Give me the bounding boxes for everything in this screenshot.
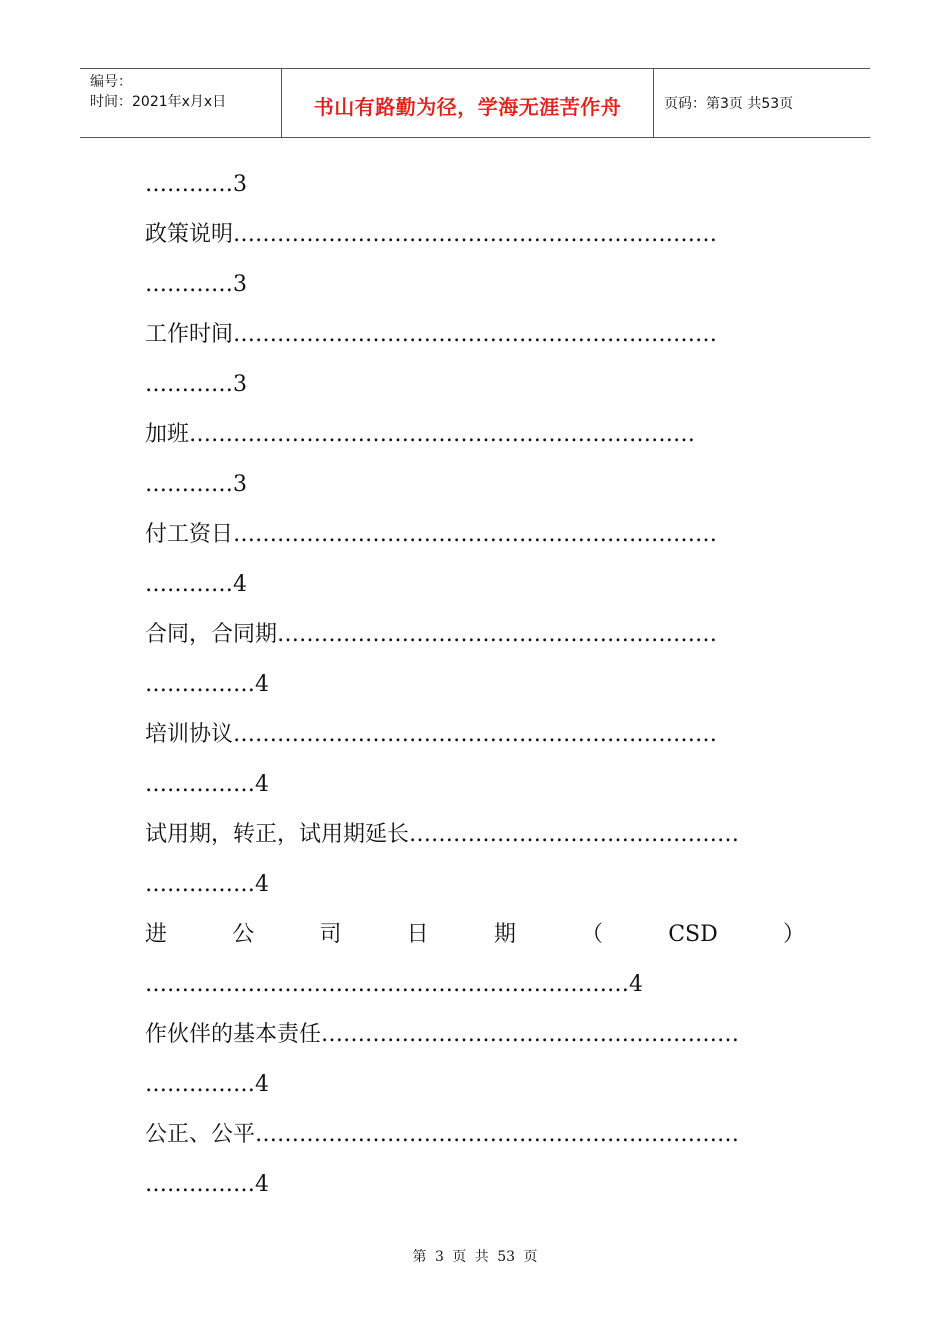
toc-entry: 政策说明…………………………………………………………: [145, 222, 718, 247]
header-page-info: 页码：第3页 共53页: [664, 96, 794, 112]
toc-spread-char: 日: [406, 922, 429, 947]
document-time-label: 时间：2021年x月x日: [90, 94, 227, 110]
toc-spread-char: 进: [145, 922, 168, 947]
page-header: [80, 68, 870, 138]
toc-entry: 公正、公平…………………………………………………………: [145, 1122, 740, 1147]
toc-entry: ……………4: [145, 672, 269, 697]
toc-entry: 合同，合同期……………………………………………………: [145, 622, 718, 647]
page-footer: 第 3 页 共 53 页: [412, 1249, 538, 1265]
toc-spread-char: ）: [782, 922, 805, 947]
toc-spread-char: 公: [232, 922, 255, 947]
header-motto-cell: [281, 69, 654, 137]
toc-entry: ……………4: [145, 872, 269, 897]
header-meta: [80, 69, 281, 137]
toc-entry-spread: [145, 910, 805, 960]
toc-spread-char: CSD: [668, 922, 718, 947]
toc-spread-char: （: [581, 922, 604, 947]
toc-entry: 付工资日…………………………………………………………: [145, 522, 718, 547]
toc-entry: ……………4: [145, 772, 269, 797]
toc-entry: …………………………………………………………4: [145, 972, 643, 997]
toc-spread-char: 司: [319, 922, 342, 947]
toc-entry: 加班……………………………………………………………: [145, 422, 696, 447]
toc-entry: 培训协议…………………………………………………………: [145, 722, 718, 747]
toc-spread-char: 期: [493, 922, 516, 947]
toc-entry: …………3: [145, 372, 247, 397]
toc-entry: …………3: [145, 472, 247, 497]
toc-entry: …………4: [145, 572, 247, 597]
toc-entry: 工作时间…………………………………………………………: [145, 322, 718, 347]
toc-entry: …………3: [145, 272, 247, 297]
toc-entry: 试用期，转正，试用期延长………………………………………: [145, 822, 740, 847]
document-number-label: 编号：: [90, 74, 132, 90]
table-of-contents: [145, 160, 805, 1210]
toc-entry: ……………4: [145, 1072, 269, 1097]
toc-entry: ……………4: [145, 1172, 269, 1197]
toc-entry: 作伙伴的基本责任…………………………………………………: [145, 1022, 740, 1047]
header-motto: 书山有路勤为径，学海无涯苦作舟: [313, 95, 622, 119]
toc-entry: …………3: [145, 172, 247, 197]
